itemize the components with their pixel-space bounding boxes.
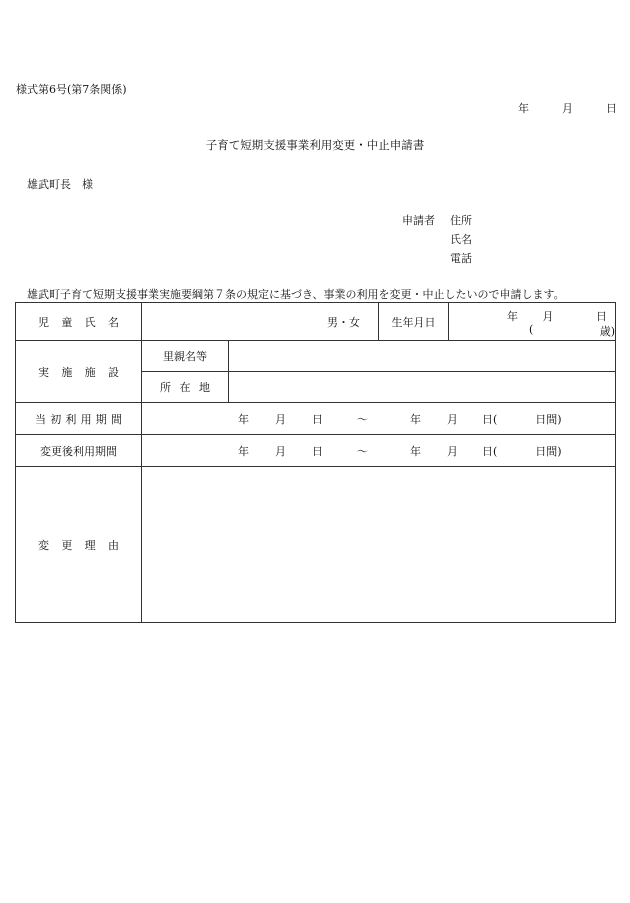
table-row-child — [16, 303, 616, 341]
date-day: 日 — [606, 102, 617, 115]
reason-field[interactable] — [142, 467, 616, 623]
location-field[interactable] — [229, 372, 616, 403]
applicant-label: 申請者 — [402, 214, 435, 227]
form-number: 様式第6号(第7条関係) — [16, 83, 127, 96]
foster-parent-label: 里親名等 — [142, 341, 229, 372]
application-date — [518, 100, 617, 116]
reason-label-cell: 変 更 理 由 — [16, 467, 142, 623]
page-title: 子育て短期支援事業利用変更・中止申請書 — [205, 138, 425, 152]
date-month: 月 — [562, 102, 573, 115]
applicant-block — [402, 211, 472, 268]
birthdate-label: 生年月日 — [379, 303, 449, 341]
table-row-initial-period — [16, 403, 616, 435]
child-name-label-cell: 児 童 氏 名 — [16, 303, 142, 341]
body-text: 雄武町子育て短期支援事業実施要綱第７条の規定に基づき、事業の利用を変更・中止したいので申請します。 — [27, 288, 565, 301]
foster-parent-field[interactable] — [229, 341, 616, 372]
table-row-foster-parent — [16, 341, 616, 372]
date-year: 年 — [518, 102, 529, 115]
changed-period-field[interactable]: 年 月 日 ～ 年 月 日( 日間) — [142, 435, 616, 467]
facility-label-cell: 実 施 施 設 — [16, 341, 142, 403]
table-row-changed-period — [16, 435, 616, 467]
changed-period-label: 変更後利用期間 — [16, 435, 142, 467]
initial-period-field[interactable]: 年 月 日 ～ 年 月 日( 日間) — [142, 403, 616, 435]
gender-options[interactable]: 男・女 — [327, 315, 360, 329]
name-label: 氏名 — [450, 233, 472, 246]
address-label: 住所 — [450, 214, 472, 227]
application-table — [15, 302, 616, 623]
child-name-field[interactable] — [142, 303, 379, 341]
birthdate-field[interactable]: 年 月 日 ( 歳) — [449, 303, 616, 341]
addressee: 雄武町長 様 — [27, 178, 93, 191]
location-label-cell: 所 在 地 — [142, 372, 229, 403]
initial-period-label-cell: 当 初 利 用 期 間 — [16, 403, 142, 435]
table-row-reason — [16, 467, 616, 623]
phone-label: 電話 — [450, 252, 472, 265]
